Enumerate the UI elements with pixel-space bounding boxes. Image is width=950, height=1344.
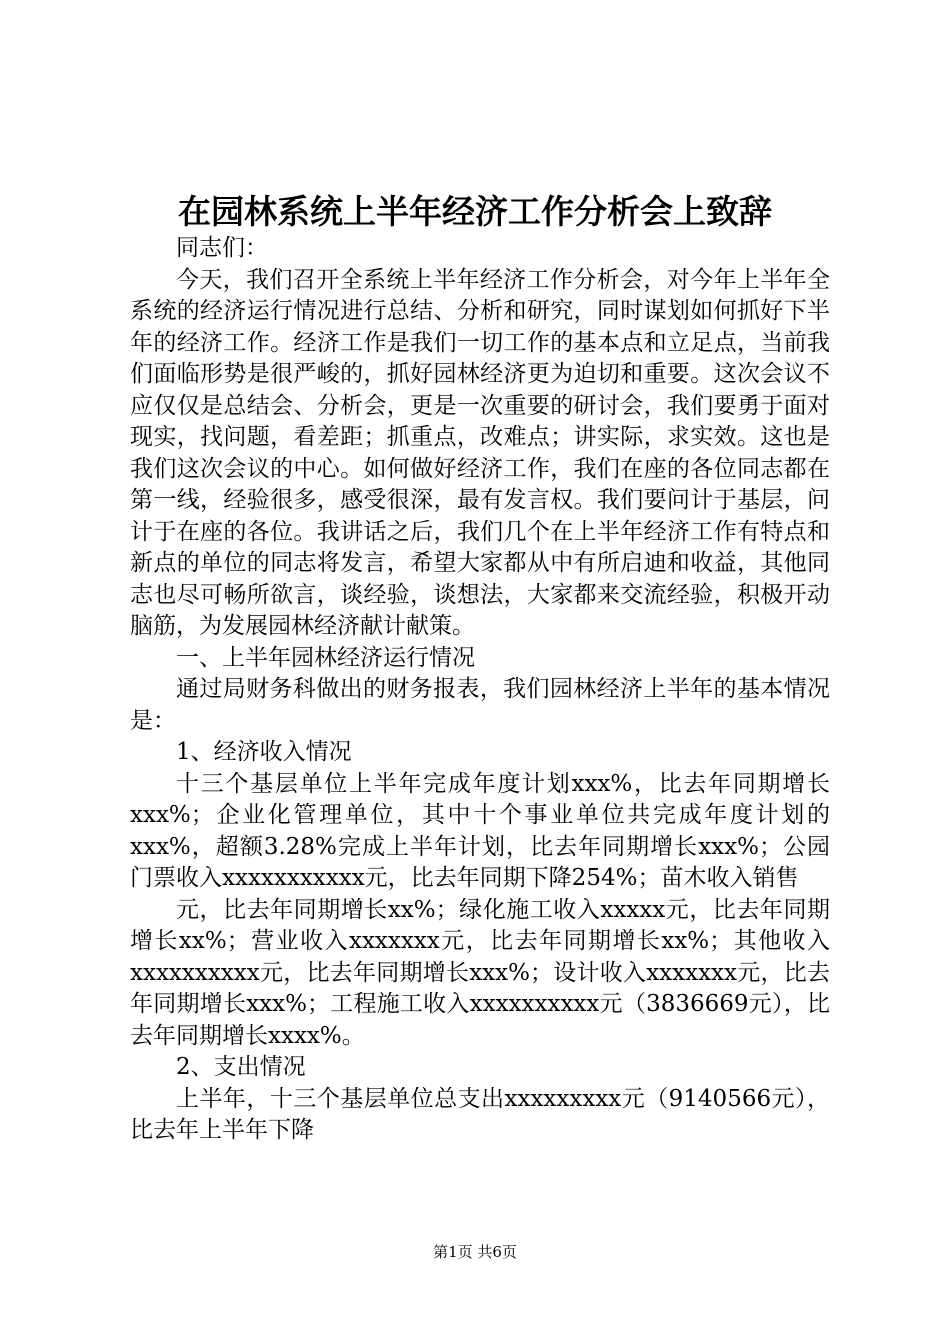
section-heading-1: 一、上半年园林经济运行情况 [176,644,475,671]
subheading-expenditure: 2、支出情况 [176,1054,306,1080]
paragraph-overview: 通过局财务科做出的财务报表，我们园林经济上半年的基本情况是： [130,676,830,734]
salutation: 同志们： [176,235,268,261]
paragraph-intro: 今天，我们召开全系统上半年经济工作分析会，对今年上半年全系统的经济运行情况进行总结、分析和研究，同时谋划如何抓好下半年的经济工作。经济工作是我们一切工作的基本点和立足点，当前我们面临形势是很严峻的，抓好园林经济更为迫切和重要。这次会议不应仅仅是总结会、分析会，更是一次重要的研讨会，我们要勇于面对现实，找问题，看差距；抓重点，改难点；讲实际，求实效。这也是我们这次会议的中心。如何做好经济工作，我们在座的各位同志都在第一线，经验很多，感受很深，最有发言权。我们要问计于基层，问计于在座的各位。我讲话之后，我们几个在上半年经济工作有特点和新点的单位的同志将发言，希望大家都从中有所启迪和收益，其他同志也尽可畅所欲言，谈经验，谈想法，大家都来交流经验，积极开动脑筋，为发展园林经济献计献策。 [130,266,830,639]
paragraph-expenditure: 上半年，十三个基层单位总支出xxxxxxxxx元（9140566元），比去年上半年下降 [130,1085,830,1143]
page-footer: 第1页 共6页 [433,1243,517,1261]
paragraph-income-continued: 元，比去年同期增长xx%；绿化施工收入xxxxx元，比去年同期增长xx%；营业收入xxxxxxx元，比去年同期增长xx%；其他收入xxxxxxxxxx元，比去年同期增长xxx%；设计收入xxxxxxx元，比去年同期增长xxx%；工程施工收入xxxxxxxxxx元（3836669元），比去年同期增长xxxx%。 [130,896,830,1049]
document-body [130,233,830,1147]
document-title: 在园林系统上半年经济工作分析会上致辞 [178,192,772,231]
subheading-income: 1、经济收入情况 [176,739,352,765]
paragraph-income: 十三个基层单位上半年完成年度计划xxx%，比去年同期增长xxx%；企业化管理单位，其中十个事业单位共完成年度计划的xxx%，超额3.28%完成上半年计划，比去年同期增长xxx%；公园门票收入xxxxxxxxxxx元，比去年同期下降254%；苗木收入销售 [130,770,830,891]
